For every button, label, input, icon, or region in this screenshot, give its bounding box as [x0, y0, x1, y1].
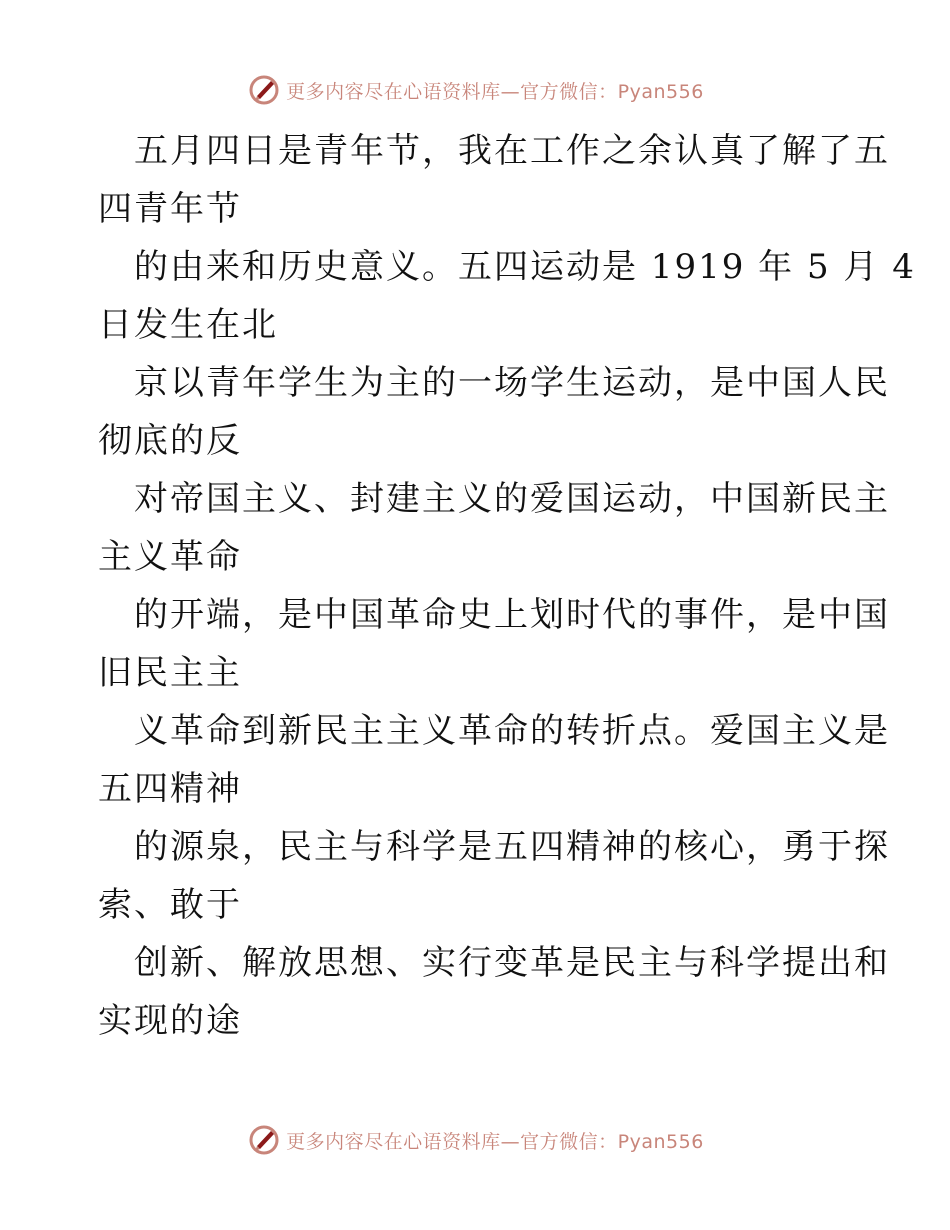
text-line: 创新、解放思想、实行变革是民主与科学提出和	[134, 943, 890, 983]
pen-emblem-icon	[246, 72, 282, 108]
banner-text: 更多内容尽在心语资料库—官方微信：Pyan556	[286, 1130, 704, 1153]
text-line: 五四精神	[98, 769, 242, 809]
text-line: 的源泉，民主与科学是五四精神的核心，勇于探	[134, 827, 890, 867]
text-line: 旧民主主	[98, 653, 242, 693]
text-line: 实现的途	[98, 1001, 242, 1041]
text-line: 四青年节	[98, 189, 242, 229]
text-line: 的由来和历史意义。五四运动是 1919 年 5 月 4	[134, 247, 916, 287]
paragraph	[98, 702, 890, 818]
paragraph	[98, 122, 890, 238]
header-banner	[0, 70, 950, 110]
paragraph	[98, 586, 890, 702]
footer-banner	[0, 1120, 950, 1160]
paragraph	[98, 470, 890, 586]
document-body	[98, 122, 916, 1050]
paragraph	[98, 354, 890, 470]
paragraph	[98, 238, 916, 354]
paragraph	[98, 818, 890, 934]
text-line: 日发生在北	[98, 305, 278, 345]
text-line: 彻底的反	[98, 421, 242, 461]
text-line: 对帝国主义、封建主义的爱国运动，中国新民主	[134, 479, 890, 519]
text-line: 索、敢于	[98, 885, 242, 925]
text-line: 义革命到新民主主义革命的转折点。爱国主义是	[134, 711, 890, 751]
pen-emblem-icon	[246, 1122, 282, 1158]
text-line: 五月四日是青年节，我在工作之余认真了解了五	[134, 131, 890, 171]
text-line: 主义革命	[98, 537, 242, 577]
text-line: 的开端，是中国革命史上划时代的事件，是中国	[134, 595, 890, 635]
text-line: 京以青年学生为主的一场学生运动，是中国人民	[134, 363, 890, 403]
banner-text: 更多内容尽在心语资料库—官方微信：Pyan556	[286, 80, 704, 103]
paragraph	[98, 934, 890, 1050]
